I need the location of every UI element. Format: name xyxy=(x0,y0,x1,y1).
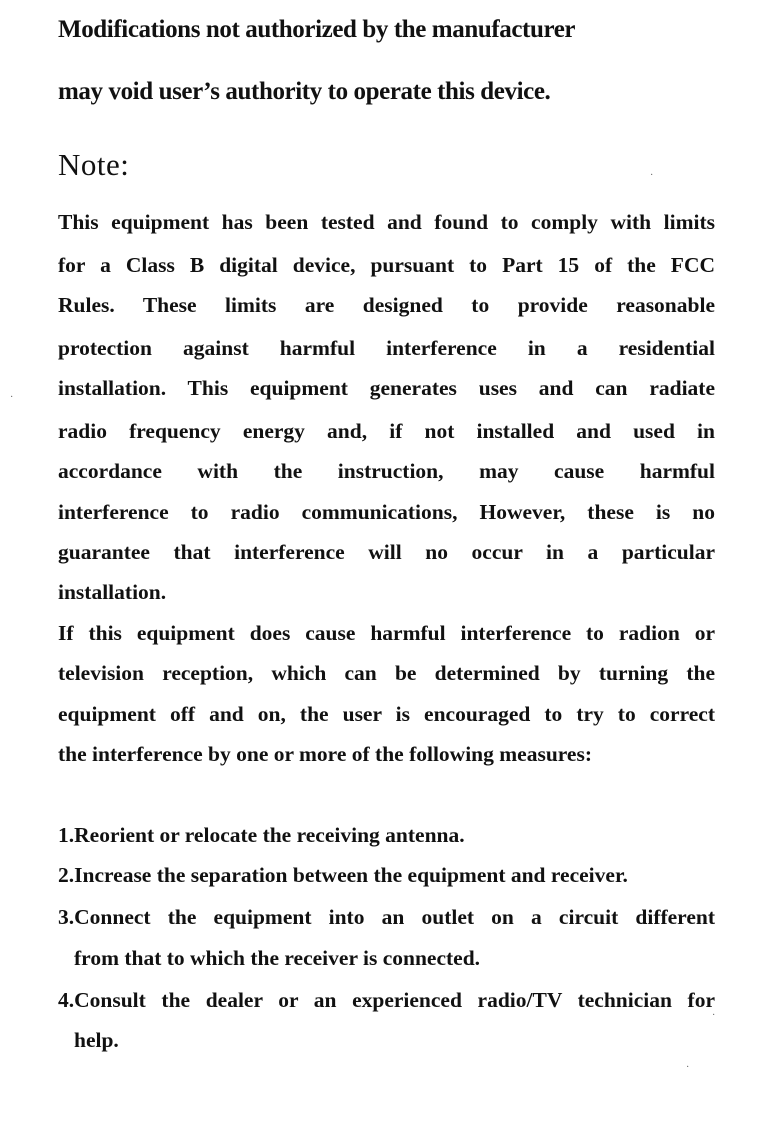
measure-item-4-continuation: help. xyxy=(74,1028,119,1052)
paragraph-line: installation. xyxy=(58,580,167,604)
paragraph-line: the interference by one or more of the following measures: xyxy=(58,742,593,766)
paragraph-line: Rules. These limits are designed to provide reasonable xyxy=(58,293,715,317)
paragraph-line: equipment off and on, the user is encouraged to try to correct xyxy=(58,702,715,726)
scan-speck: · xyxy=(10,392,14,403)
paragraph-line: installation. This equipment generates uses and can radiate xyxy=(58,376,715,400)
measure-item-3-continuation: from that to which the receiver is connected. xyxy=(74,946,481,970)
header-line-1: Modifications not authorized by the manufacturer xyxy=(58,16,576,43)
measure-item-4: 4.Consult the dealer or an experienced radio/TV technician for xyxy=(58,988,715,1012)
measure-item-3: 3.Connect the equipment into an outlet on a circuit different xyxy=(58,905,715,929)
header-line-2: may void user’s authority to operate this device. xyxy=(58,78,551,105)
paragraph-line: This equipment has been tested and found to comply with limits xyxy=(58,210,715,234)
paragraph-line: guarantee that interference will no occur in a particular xyxy=(58,540,715,564)
scan-speck: · xyxy=(650,170,654,181)
measure-item-1: 1.Reorient or relocate the receiving antenna. xyxy=(58,823,465,847)
paragraph-line: accordance with the instruction, may cause harmful xyxy=(58,459,715,483)
paragraph-line: protection against harmful interference in a residential xyxy=(58,336,715,360)
scan-speck: · xyxy=(686,1062,690,1073)
note-heading: Note: xyxy=(58,147,130,182)
paragraph-line: If this equipment does cause harmful interference to radion or xyxy=(58,621,715,645)
paragraph-line: interference to radio communications, However, these is no xyxy=(58,500,715,524)
paragraph-line: television reception, which can be determined by turning the xyxy=(58,661,715,685)
paragraph-line: radio frequency energy and, if not installed and used in xyxy=(58,419,715,443)
paragraph-line: for a Class B digital device, pursuant to Part 15 of the FCC xyxy=(58,253,715,277)
measure-item-2: 2.Increase the separation between the equipment and receiver. xyxy=(58,863,628,887)
scan-speck: · xyxy=(712,1010,716,1021)
